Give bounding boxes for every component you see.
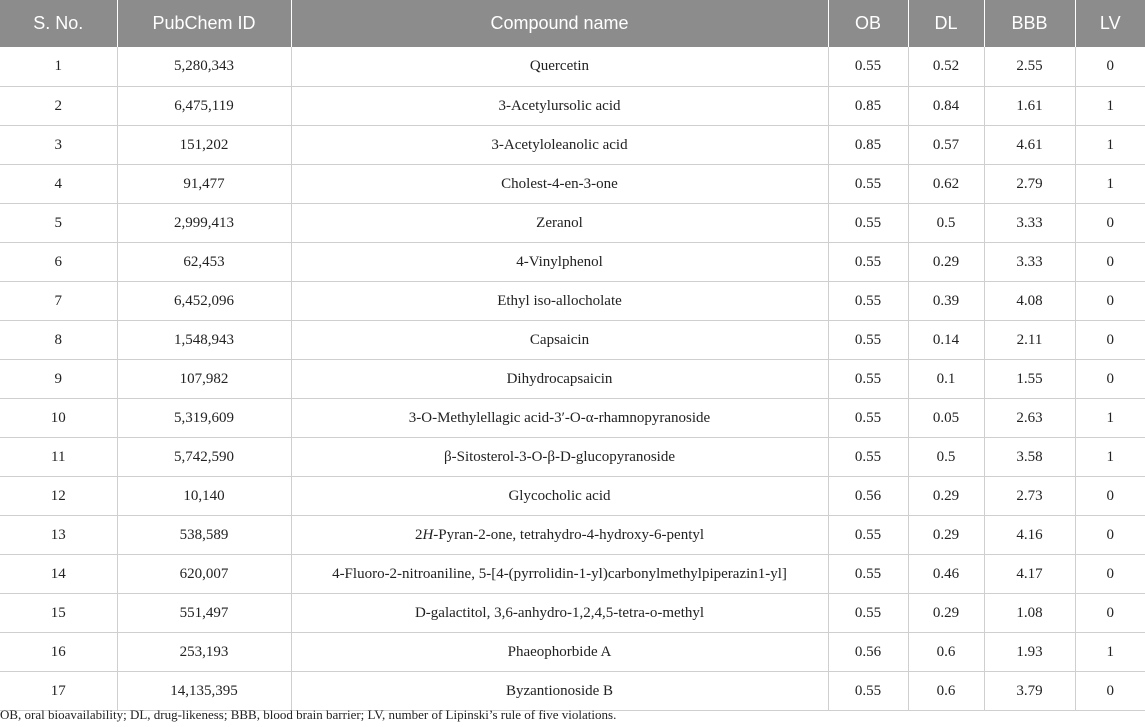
cell-ob: 0.55 [828, 204, 908, 243]
cell-lv: 0 [1075, 243, 1145, 282]
cell-dl: 0.29 [908, 516, 984, 555]
cell-dl: 0.14 [908, 321, 984, 360]
cell-dl: 0.39 [908, 282, 984, 321]
table-row [0, 516, 1145, 555]
header-bbb: BBB [984, 0, 1075, 47]
cell-bbb: 3.79 [984, 672, 1075, 711]
table-row [0, 594, 1145, 633]
cell-lv: 0 [1075, 555, 1145, 594]
cell-compound-name [291, 165, 828, 204]
cell-compound-name [291, 321, 828, 360]
cell-pubchem-id: 538,589 [117, 516, 291, 555]
cell-pubchem-id: 10,140 [117, 477, 291, 516]
cell-dl: 0.52 [908, 47, 984, 87]
table-row [0, 204, 1145, 243]
cell-pubchem-id: 151,202 [117, 126, 291, 165]
cell-sno: 16 [0, 633, 117, 672]
header-sno: S. No. [0, 0, 117, 47]
cell-pubchem-id: 62,453 [117, 243, 291, 282]
table-row [0, 87, 1145, 126]
cell-compound-name [291, 282, 828, 321]
compound-name-part: Capsaicin [529, 331, 590, 348]
header-row [0, 0, 1145, 47]
header-compound-name: Compound name [291, 0, 828, 47]
cell-compound-name [291, 47, 828, 87]
cell-sno: 5 [0, 204, 117, 243]
cell-lv: 0 [1075, 360, 1145, 399]
cell-sno: 2 [0, 87, 117, 126]
cell-compound-name [291, 438, 828, 477]
table-row [0, 47, 1145, 87]
cell-ob: 0.55 [828, 516, 908, 555]
cell-bbb: 2.63 [984, 399, 1075, 438]
cell-compound-name [291, 555, 828, 594]
cell-pubchem-id: 1,548,943 [117, 321, 291, 360]
cell-bbb: 2.79 [984, 165, 1075, 204]
compound-name-part: Zeranol [536, 214, 583, 231]
cell-ob: 0.56 [828, 477, 908, 516]
compound-name-part: Phaeophorbide A [507, 643, 612, 660]
table-row [0, 243, 1145, 282]
cell-dl: 0.29 [908, 243, 984, 282]
cell-bbb: 1.61 [984, 87, 1075, 126]
cell-pubchem-id: 5,742,590 [117, 438, 291, 477]
cell-sno: 17 [0, 672, 117, 711]
cell-ob: 0.55 [828, 243, 908, 282]
cell-lv: 0 [1075, 282, 1145, 321]
table-row [0, 165, 1145, 204]
cell-dl: 0.84 [908, 87, 984, 126]
table-row [0, 633, 1145, 672]
cell-dl: 0.6 [908, 672, 984, 711]
cell-sno: 10 [0, 399, 117, 438]
cell-compound-name [291, 594, 828, 633]
cell-compound-name [291, 477, 828, 516]
cell-bbb: 2.55 [984, 47, 1075, 87]
cell-bbb: 1.55 [984, 360, 1075, 399]
cell-dl: 0.29 [908, 477, 984, 516]
compound-name-part: 3-O-Methylellagic acid-3′-O-α-rhamnopyranoside [408, 409, 711, 426]
cell-pubchem-id: 551,497 [117, 594, 291, 633]
cell-sno: 11 [0, 438, 117, 477]
cell-lv: 1 [1075, 165, 1145, 204]
cell-pubchem-id: 5,280,343 [117, 47, 291, 87]
cell-pubchem-id: 620,007 [117, 555, 291, 594]
cell-sno: 1 [0, 47, 117, 87]
header-lv: LV [1075, 0, 1145, 47]
cell-ob: 0.55 [828, 282, 908, 321]
cell-compound-name [291, 243, 828, 282]
cell-lv: 0 [1075, 672, 1145, 711]
cell-dl: 0.57 [908, 126, 984, 165]
cell-ob: 0.55 [828, 399, 908, 438]
cell-sno: 7 [0, 282, 117, 321]
cell-compound-name [291, 516, 828, 555]
cell-pubchem-id: 107,982 [117, 360, 291, 399]
table-row [0, 360, 1145, 399]
table-row [0, 672, 1145, 711]
cell-pubchem-id: 253,193 [117, 633, 291, 672]
cell-compound-name [291, 87, 828, 126]
cell-pubchem-id: 2,999,413 [117, 204, 291, 243]
cell-lv: 1 [1075, 438, 1145, 477]
cell-ob: 0.55 [828, 672, 908, 711]
cell-bbb: 1.08 [984, 594, 1075, 633]
cell-ob: 0.55 [828, 360, 908, 399]
cell-dl: 0.5 [908, 438, 984, 477]
cell-dl: 0.5 [908, 204, 984, 243]
table-row [0, 399, 1145, 438]
table-footnote: OB, oral bioavailability; DL, drug-likeness; BBB, blood brain barrier; LV, number of Lipinski’s rule of five violations. [0, 707, 617, 722]
compound-name-part: β-Sitosterol-3-O-β-D-glucopyranoside [443, 448, 676, 465]
cell-sno: 13 [0, 516, 117, 555]
cell-ob: 0.55 [828, 594, 908, 633]
compound-name-part: 2 [414, 526, 423, 543]
compound-name-part: 4-Fluoro-2-nitroaniline, 5-[4-(pyrrolidin-1-yl)carbonylmethylpiperazin1-yl] [332, 565, 787, 582]
cell-dl: 0.46 [908, 555, 984, 594]
header-pubchem-id: PubChem ID [117, 0, 291, 47]
cell-sno: 8 [0, 321, 117, 360]
cell-ob: 0.56 [828, 633, 908, 672]
cell-dl: 0.6 [908, 633, 984, 672]
compound-name-part: Cholest-4-en-3-one [501, 175, 618, 192]
table-row [0, 438, 1145, 477]
header-dl: DL [908, 0, 984, 47]
cell-lv: 1 [1075, 126, 1145, 165]
cell-compound-name [291, 360, 828, 399]
cell-ob: 0.85 [828, 126, 908, 165]
cell-bbb: 1.93 [984, 633, 1075, 672]
cell-ob: 0.55 [828, 321, 908, 360]
compound-name-part: 3-Acetyloleanolic acid [491, 136, 628, 153]
compound-name-part: H [422, 526, 434, 543]
compound-name-part: Ethyl iso-allocholate [497, 292, 622, 309]
cell-compound-name [291, 672, 828, 711]
cell-bbb: 2.73 [984, 477, 1075, 516]
cell-ob: 0.55 [828, 555, 908, 594]
cell-ob: 0.85 [828, 87, 908, 126]
cell-sno: 6 [0, 243, 117, 282]
cell-lv: 0 [1075, 204, 1145, 243]
cell-pubchem-id: 6,475,119 [117, 87, 291, 126]
cell-bbb: 3.33 [984, 204, 1075, 243]
compound-name-part: Glycocholic acid [508, 487, 611, 504]
table-row [0, 477, 1145, 516]
cell-pubchem-id: 14,135,395 [117, 672, 291, 711]
cell-sno: 3 [0, 126, 117, 165]
compound-name-part: Quercetin [529, 58, 590, 74]
cell-bbb: 3.58 [984, 438, 1075, 477]
cell-lv: 0 [1075, 47, 1145, 87]
compound-name-part: D-galactitol, 3,6-anhydro-1,2,4,5-tetra-o-methyl [414, 604, 705, 621]
cell-ob: 0.55 [828, 438, 908, 477]
cell-compound-name [291, 126, 828, 165]
cell-dl: 0.29 [908, 594, 984, 633]
cell-dl: 0.62 [908, 165, 984, 204]
cell-bbb: 4.16 [984, 516, 1075, 555]
cell-pubchem-id: 5,319,609 [117, 399, 291, 438]
compound-name-part: Dihydrocapsaicin [506, 370, 613, 387]
cell-ob: 0.55 [828, 47, 908, 87]
cell-lv: 1 [1075, 633, 1145, 672]
header-ob: OB [828, 0, 908, 47]
table-row [0, 282, 1145, 321]
compound-name-part: 4-Vinylphenol [516, 253, 603, 270]
cell-pubchem-id: 6,452,096 [117, 282, 291, 321]
cell-lv: 1 [1075, 87, 1145, 126]
cell-compound-name [291, 633, 828, 672]
cell-sno: 12 [0, 477, 117, 516]
table-row [0, 321, 1145, 360]
compound-name-part: -Pyran-2-one, tetrahydro-4-hydroxy-6-pentyl [433, 526, 705, 543]
cell-lv: 0 [1075, 594, 1145, 633]
cell-dl: 0.1 [908, 360, 984, 399]
cell-sno: 15 [0, 594, 117, 633]
cell-bbb: 4.61 [984, 126, 1075, 165]
table-body [0, 47, 1145, 711]
cell-compound-name [291, 399, 828, 438]
table-row [0, 555, 1145, 594]
compound-name-part: 3-Acetylursolic acid [498, 97, 621, 114]
cell-lv: 1 [1075, 399, 1145, 438]
cell-sno: 9 [0, 360, 117, 399]
cell-bbb: 2.11 [984, 321, 1075, 360]
cell-dl: 0.05 [908, 399, 984, 438]
table-header [0, 0, 1145, 47]
cell-sno: 4 [0, 165, 117, 204]
cell-bbb: 4.17 [984, 555, 1075, 594]
cell-lv: 0 [1075, 321, 1145, 360]
cell-compound-name [291, 204, 828, 243]
cell-bbb: 3.33 [984, 243, 1075, 282]
cell-sno: 14 [0, 555, 117, 594]
cell-bbb: 4.08 [984, 282, 1075, 321]
cell-lv: 0 [1075, 516, 1145, 555]
compound-name-part: Byzantionoside B [505, 682, 614, 699]
table-row [0, 126, 1145, 165]
cell-ob: 0.55 [828, 165, 908, 204]
cell-lv: 0 [1075, 477, 1145, 516]
cell-pubchem-id: 91,477 [117, 165, 291, 204]
